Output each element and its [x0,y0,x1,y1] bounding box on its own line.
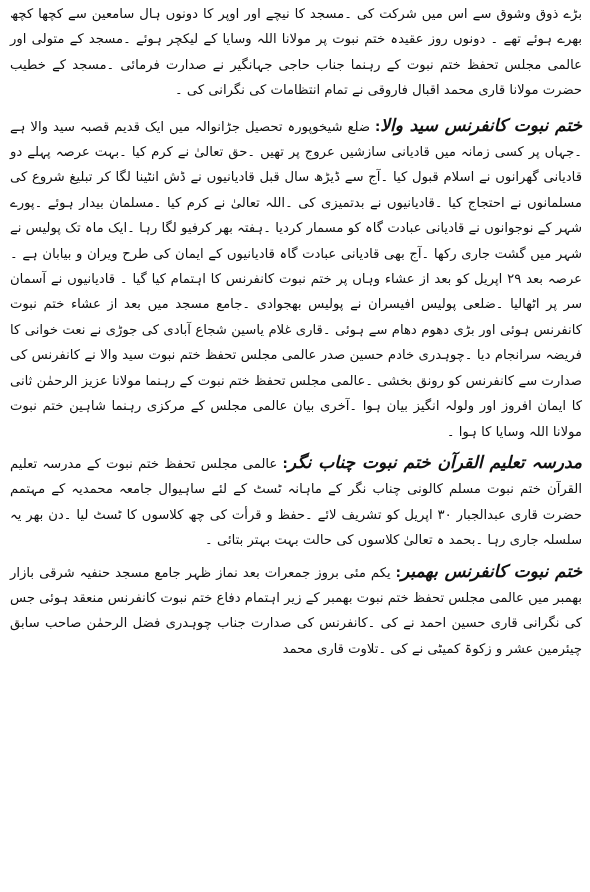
section-syedwala-conference [10,114,582,445]
section-heading: مدرسہ تعلیم القرآن ختم نبوت چناب نگر [287,452,582,473]
section-madrasa [10,451,582,554]
heading-separator: : [282,456,288,472]
section-heading: ختم نبوت کانفرنس بھمبر [400,561,582,582]
paragraph-intro: بڑے ذوق وشوق سے اس میں شرکت کی ۔مسجد کا نیچے اور اوپر کا دونوں ہال سامعین سے کچھا کچھ بھرے ہوئے تھے ۔ دونوں روز عقیدہ ختم نبوت پر مولانا اللہ وسایا کے لیکچر ہوئے ۔مسجد کے متولی اور عالمی مجلس تحفظ ختم نبوت کے رہنما جناب حاجی جہانگیر نے صدارت فرمائی ۔مسجد کے خطیب حضرت مولانا قاری محمد اقبال فاروقی نے تمام انتظامات کی نگرانی کی ۔ [10,7,582,99]
section-body: عالمی مجلس تحفظ ختم نبوت کے مدرسہ تعلیم القرآن ختم نبوت مسلم کالونی چناب نگر کے ماہانہ ٹسٹ کے لئے ساہیوال جامعہ محمدیہ کے مہتمم حضرت قاری عبدالجبار ۳۰ اپریل کو تشریف لائے ۔حفظ و قرأت کی چھ کلاسوں کا ٹسٹ لیا ۔دن بھر یہ سلسلہ جاری رہا ۔بحمد ہ تعالیٰ کلاسوں کی حالت بہت بہتر بتائی ۔ [10,456,583,549]
heading-separator: : [395,565,401,581]
heading-separator: : [375,119,381,135]
section-gap [10,104,582,114]
section-heading: ختم نبوت کانفرنس سید والا [380,115,582,136]
section-intro [10,2,582,104]
paragraph-syedwala [10,114,582,445]
paragraph-madrasa [10,451,582,554]
paragraph-bhimber [10,560,582,663]
section-bhimber-conference [10,560,582,663]
section-body: ضلع شیخوپورہ تحصیل جڑانوالہ میں ایک قدیم قصبہ سید والا ہے ۔جہاں پر کسی زمانہ میں قادیانی سازشیں عروج پر تھیں ۔حق تعالیٰ نے کرم کیا ۔بہت عرصہ پہلے دو قادیانی گھرانوں نے اسلام قبول کیا ۔آج سے ڈیڑھ سال قبل قادیانیوں نے ڈش انٹینا لگا کر تبلیغ شروع کی مسلمانوں نے احتجاج کیا ۔قادیانیوں نے بدتمیزی کی ۔اللہ تعالیٰ نے کرم کیا ۔مسلمان بیدار ہوئے ۔پورے شہر کے نوجوانوں نے قادیانی عبادت گاہ کو مسمار کردیا ۔ہفتہ بھر کرفیو لگا رہا ۔ایک ماہ تک پولیس نے شہر میں گشت جاری رکھا ۔آج بھی قادیانی عبادت گاہ قادیانیوں کے ایمان کی طرح ویران و بیابان ہے ۔عرصہ بعد ۲۹ اپریل کو بعد از عشاء وہاں پر ختم نبوت کانفرنس کا اہتمام کیا گیا ۔ قادیانیوں نے آسمان سر پر اٹھالیا ۔ضلعی پولیس افیسران نے پولیس بھجوادی ۔جامع مسجد میں بعد از عشاء ختم نبوت کانفرنس ہوئی اور بڑی دھوم دھام سے ہوئی ۔قاری غلام یاسین شجاع آبادی کی جوڑی نے نعت خوانی کا فریضہ سرانجام دیا ۔چوہدری خادم حسین صدر عالمی مجلس تحفظ ختم نبوت سید والا نے کانفرنس کی صدارت سے کانفرنس کو رونق بخشی ۔عالمی مجلس تحفظ ختم نبوت کے رہنما مولانا عزیز الرحمٰن ثانی کا ایمان افروز اور ولولہ انگیز بیان ہوا ۔آخری بیان عالمی مجلس کے مرکزی رہنما شاہین ختم نبوت مولانا اللہ وسایا کا ہوا ۔ [10,119,582,440]
section-body: یکم مئی بروز جمعرات بعد نماز ظہر جامع مسجد حنفیہ شرقی بازار بھمبر میں عالمی مجلس تحفظ ختم نبوت بھمبر کے زیر اہتمام دفاع ختم نبوت کانفرنس منعقد ہوئی جس کی نگرانی قاری حسین احمد نے کی ۔کانفرنس کی صدارت جناب چوہدری فضل الرحمٰن صاحب سابق چیئرمین عشر و زکوۃ کمیٹی نے کی ۔تلاوت قاری محمد [10,565,582,657]
